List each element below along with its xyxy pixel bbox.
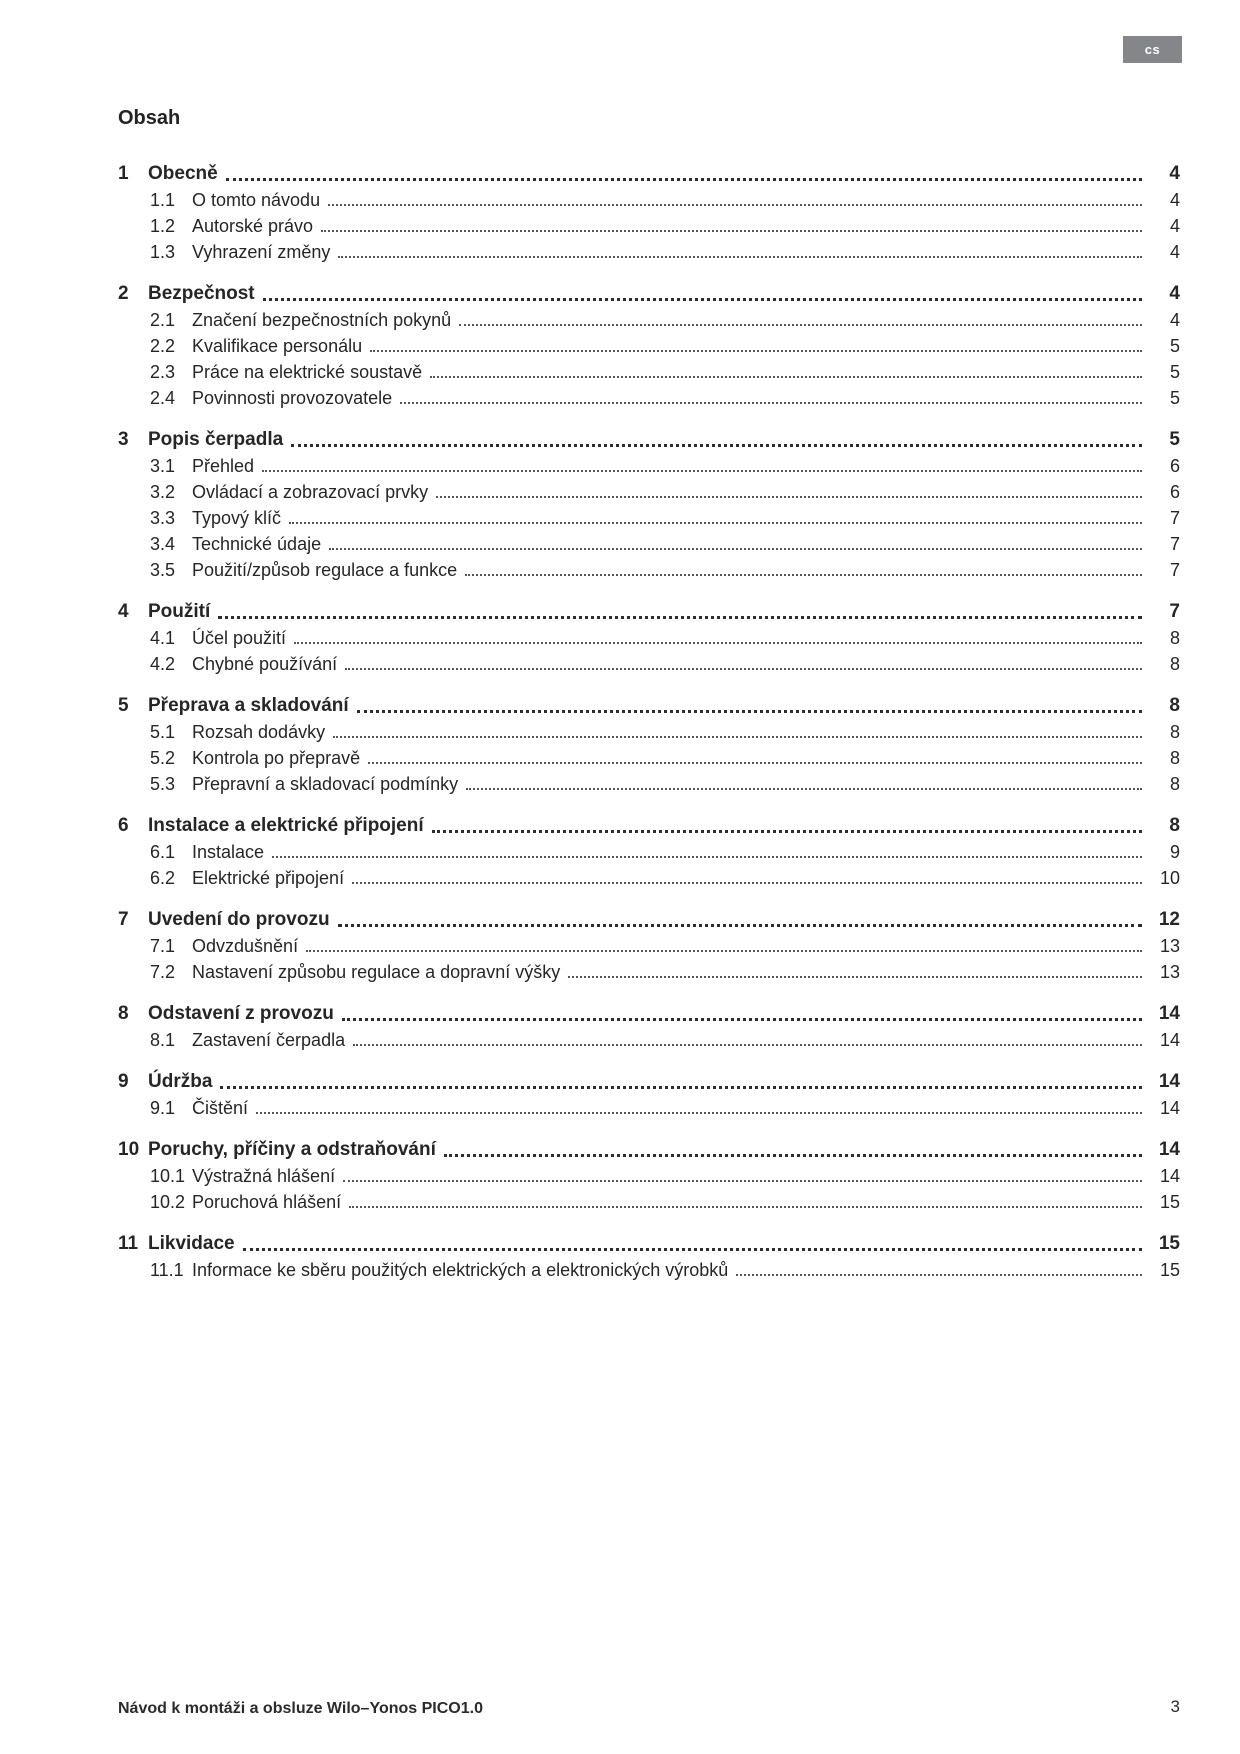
toc-section-row bbox=[118, 906, 1180, 932]
dotted-leader bbox=[400, 402, 1142, 404]
toc-entry-label: Použití bbox=[148, 601, 211, 622]
toc-subsection-row bbox=[118, 1256, 1180, 1282]
toc-entry-page: 7 bbox=[1169, 508, 1180, 528]
toc-entry-label: Povinnosti provozovatele bbox=[192, 388, 393, 408]
toc-entry-label: Použití/způsob regulace a funkce bbox=[192, 560, 458, 580]
toc-entry-page: 15 bbox=[1159, 1260, 1180, 1280]
toc-section-row bbox=[118, 426, 1180, 452]
dotted-leader bbox=[345, 668, 1142, 670]
dotted-leader bbox=[436, 496, 1142, 498]
dotted-leader bbox=[329, 548, 1142, 550]
toc-subsection-row bbox=[118, 306, 1180, 332]
toc-section-row bbox=[118, 1068, 1180, 1094]
page-title: Obsah bbox=[118, 107, 181, 129]
dotted-leader bbox=[226, 178, 1142, 181]
toc-group bbox=[118, 1000, 1180, 1052]
toc-section-row bbox=[118, 598, 1180, 624]
dotted-leader bbox=[328, 204, 1142, 206]
toc-entry-page: 6 bbox=[1169, 482, 1180, 502]
table-of-contents bbox=[118, 106, 1180, 1282]
dotted-leader bbox=[432, 830, 1142, 833]
dotted-leader bbox=[321, 230, 1142, 232]
toc-subsection-row bbox=[118, 186, 1180, 212]
toc-entry-page: 5 bbox=[1169, 336, 1180, 356]
dotted-leader bbox=[444, 1154, 1142, 1157]
language-badge-label: cs bbox=[1144, 42, 1161, 57]
toc-subsection-row bbox=[118, 718, 1180, 744]
toc-subsection-row bbox=[118, 932, 1180, 958]
toc-entry-label: Kontrola po přepravě bbox=[192, 748, 361, 768]
toc-entry-label: Údržba bbox=[148, 1071, 213, 1092]
toc-entry-label: Čištění bbox=[192, 1098, 249, 1118]
toc-entry-label: Typový klíč bbox=[192, 508, 282, 528]
toc-entry-number: 3.5 bbox=[150, 560, 176, 580]
dotted-leader bbox=[263, 298, 1142, 301]
toc-entry-page: 8 bbox=[1169, 748, 1180, 768]
toc-entry-label: Chybné používání bbox=[192, 654, 338, 674]
toc-entry-page: 4 bbox=[1169, 190, 1180, 210]
toc-section-row bbox=[118, 280, 1180, 306]
toc-entry-number: 4.1 bbox=[150, 628, 176, 648]
toc-entry-label: Přepravní a skladovací podmínky bbox=[192, 774, 459, 794]
toc-entry-number: 5.3 bbox=[150, 774, 176, 794]
toc-subsection-row bbox=[118, 838, 1180, 864]
dotted-leader bbox=[352, 882, 1142, 884]
toc-entry-label: Nastavení způsobu regulace a dopravní výšky bbox=[192, 962, 561, 982]
toc-entry-page: 14 bbox=[1159, 1030, 1180, 1050]
dotted-leader bbox=[430, 376, 1142, 378]
toc-entry-number: 7.1 bbox=[150, 936, 176, 956]
dotted-leader bbox=[370, 350, 1142, 352]
toc-entry-label: Práce na elektrické soustavě bbox=[192, 362, 423, 382]
toc-entry-page: 4 bbox=[1169, 310, 1180, 330]
toc-entry-page: 7 bbox=[1169, 601, 1180, 622]
dotted-leader bbox=[353, 1044, 1142, 1046]
toc-entry-page: 8 bbox=[1169, 695, 1180, 716]
toc-group bbox=[118, 426, 1180, 582]
toc-subsection-row bbox=[118, 530, 1180, 556]
dotted-leader bbox=[357, 710, 1142, 713]
toc-entry-number: 3.1 bbox=[150, 456, 176, 476]
toc-entry-page: 8 bbox=[1169, 628, 1180, 648]
toc-entry-label: Přehled bbox=[192, 456, 255, 476]
toc-entry-page: 14 bbox=[1158, 1071, 1180, 1092]
toc-entry-label: Bezpečnost bbox=[148, 283, 255, 304]
toc-entry-label: Elektrické připojení bbox=[192, 868, 345, 888]
toc-entry-number: 2 bbox=[118, 283, 129, 304]
toc-entry-page: 14 bbox=[1159, 1098, 1180, 1118]
toc-entry-label: Poruchy, příčiny a odstraňování bbox=[148, 1139, 436, 1160]
dotted-leader bbox=[291, 444, 1142, 447]
toc-entry-label: Účel použití bbox=[192, 628, 287, 648]
toc-entry-label: Poruchová hlášení bbox=[192, 1192, 342, 1212]
dotted-leader bbox=[349, 1206, 1142, 1208]
toc-entry-label: Odstavení z provozu bbox=[148, 1003, 334, 1024]
toc-entry-label: Obecně bbox=[148, 163, 218, 184]
toc-entry-page: 8 bbox=[1169, 815, 1180, 836]
dotted-leader bbox=[256, 1112, 1142, 1114]
toc-entry-number: 5.2 bbox=[150, 748, 176, 768]
toc-entry-number: 6.2 bbox=[150, 868, 176, 888]
toc-section-row bbox=[118, 1230, 1180, 1256]
toc-entry-label: Značení bezpečnostních pokynů bbox=[192, 310, 452, 330]
dotted-leader bbox=[368, 762, 1142, 764]
toc-entry-number: 11.1 bbox=[150, 1260, 184, 1280]
toc-entry-label: Autorské právo bbox=[192, 216, 314, 236]
language-badge bbox=[1123, 36, 1182, 63]
dotted-leader bbox=[465, 574, 1142, 576]
toc-subsection-row bbox=[118, 332, 1180, 358]
toc-entry-number: 6 bbox=[118, 815, 129, 836]
toc-entry-page: 15 bbox=[1158, 1233, 1180, 1254]
dotted-leader bbox=[243, 1248, 1142, 1251]
toc-entry-number: 1.2 bbox=[150, 216, 176, 236]
toc-entry-number: 9.1 bbox=[150, 1098, 176, 1118]
toc-entry-page: 5 bbox=[1169, 429, 1180, 450]
toc-entry-number: 2.2 bbox=[150, 336, 176, 356]
toc-entry-page: 14 bbox=[1158, 1003, 1180, 1024]
toc-entry-number: 6.1 bbox=[150, 842, 176, 862]
toc-entry-label: O tomto návodu bbox=[192, 190, 321, 210]
toc-subsection-row bbox=[118, 650, 1180, 676]
dotted-leader bbox=[306, 950, 1142, 952]
toc-entry-page: 4 bbox=[1169, 242, 1180, 262]
toc-entry-number: 1 bbox=[118, 163, 129, 184]
toc-entry-page: 4 bbox=[1169, 283, 1180, 304]
toc-entry-page: 7 bbox=[1169, 560, 1180, 580]
toc-entry-label: Likvidace bbox=[148, 1233, 235, 1254]
toc-subsection-row bbox=[118, 358, 1180, 384]
toc-entry-page: 14 bbox=[1159, 1166, 1180, 1186]
dotted-leader bbox=[343, 1180, 1142, 1182]
toc-entry-label: Výstražná hlášení bbox=[192, 1166, 336, 1186]
toc-entry-page: 9 bbox=[1169, 842, 1180, 862]
toc-entry-number: 1.3 bbox=[150, 242, 176, 262]
toc-subsection-row bbox=[118, 1026, 1180, 1052]
toc-subsection-row bbox=[118, 1162, 1180, 1188]
toc-entry-page: 4 bbox=[1169, 163, 1180, 184]
toc-subsection-row bbox=[118, 504, 1180, 530]
toc-entry-label: Instalace a elektrické připojení bbox=[148, 815, 424, 836]
toc-entry-page: 4 bbox=[1169, 216, 1180, 236]
toc-entry-number: 4 bbox=[118, 601, 129, 622]
dotted-leader bbox=[220, 1086, 1142, 1089]
toc-entry-page: 8 bbox=[1169, 654, 1180, 674]
toc-section-row bbox=[118, 1000, 1180, 1026]
toc-entry-label: Odvzdušnění bbox=[192, 936, 299, 956]
toc-entry-page: 6 bbox=[1169, 456, 1180, 476]
toc-subsection-row bbox=[118, 770, 1180, 796]
toc-subsection-row bbox=[118, 238, 1180, 264]
toc-subsection-row bbox=[118, 452, 1180, 478]
dotted-leader bbox=[294, 642, 1142, 644]
toc-entry-label: Vyhrazení změny bbox=[192, 242, 331, 262]
toc-subsection-row bbox=[118, 958, 1180, 984]
toc-section-row bbox=[118, 160, 1180, 186]
toc-entry-number: 7.2 bbox=[150, 962, 176, 982]
toc-entry-label: Informace ke sběru použitých elektrických a elektronických výrobků bbox=[192, 1260, 729, 1280]
toc-entry-page: 8 bbox=[1169, 722, 1180, 742]
dotted-leader bbox=[338, 256, 1142, 258]
dotted-leader bbox=[272, 856, 1142, 858]
toc-section-row bbox=[118, 1136, 1180, 1162]
dotted-leader bbox=[262, 470, 1142, 472]
toc-entry-number: 5 bbox=[118, 695, 129, 716]
toc-entry-page: 8 bbox=[1169, 774, 1180, 794]
toc-entry-page: 5 bbox=[1169, 388, 1180, 408]
toc-entry-label: Uvedení do provozu bbox=[148, 909, 330, 930]
toc-entry-number: 3 bbox=[118, 429, 129, 450]
toc-entry-label: Ovládací a zobrazovací prvky bbox=[192, 482, 429, 502]
toc-subsection-row bbox=[118, 478, 1180, 504]
dotted-leader bbox=[466, 788, 1142, 790]
toc-entry-label: Zastavení čerpadla bbox=[192, 1030, 346, 1050]
dotted-leader bbox=[218, 616, 1142, 619]
toc-entry-number: 9 bbox=[118, 1071, 129, 1092]
toc-subsection-row bbox=[118, 864, 1180, 890]
toc-subsection-row bbox=[118, 624, 1180, 650]
toc-entry-page: 14 bbox=[1158, 1139, 1180, 1160]
toc-entry-label: Přeprava a skladování bbox=[148, 695, 349, 716]
toc-entry-number: 8 bbox=[118, 1003, 129, 1024]
toc-entry-label: Kvalifikace personálu bbox=[192, 336, 363, 356]
toc-entry-number: 2.1 bbox=[150, 310, 176, 330]
dotted-leader bbox=[342, 1018, 1142, 1021]
toc-subsection-row bbox=[118, 212, 1180, 238]
toc-group bbox=[118, 160, 1180, 264]
dotted-leader bbox=[289, 522, 1142, 524]
toc-entry-number: 3.2 bbox=[150, 482, 176, 502]
toc-entry-number: 3.4 bbox=[150, 534, 176, 554]
toc-group bbox=[118, 598, 1180, 676]
toc-group bbox=[118, 906, 1180, 984]
toc-entry-number: 1.1 bbox=[150, 190, 176, 210]
dotted-leader bbox=[568, 976, 1142, 978]
dotted-leader bbox=[459, 324, 1142, 326]
toc-entry-label: Rozsah dodávky bbox=[192, 722, 326, 742]
toc-entry-number: 10.1 bbox=[150, 1166, 186, 1186]
toc-entry-page: 13 bbox=[1159, 962, 1180, 982]
toc-list bbox=[118, 160, 1180, 1282]
footer-document-title: Návod k montáži a obsluze Wilo–Yonos PICO1.0 bbox=[118, 1700, 483, 1717]
toc-entry-number: 8.1 bbox=[150, 1030, 176, 1050]
toc-entry-page: 10 bbox=[1159, 868, 1180, 888]
toc-entry-number: 2.3 bbox=[150, 362, 176, 382]
toc-entry-page: 5 bbox=[1169, 362, 1180, 382]
toc-group bbox=[118, 280, 1180, 410]
toc-entry-page: 12 bbox=[1158, 909, 1180, 930]
toc-entry-page: 15 bbox=[1159, 1192, 1180, 1212]
toc-entry-label: Instalace bbox=[192, 842, 265, 862]
toc-subsection-row bbox=[118, 1094, 1180, 1120]
toc-entry-number: 11 bbox=[118, 1233, 139, 1254]
toc-entry-label: Popis čerpadla bbox=[148, 429, 284, 450]
toc-subsection-row bbox=[118, 556, 1180, 582]
toc-group bbox=[118, 1230, 1180, 1282]
toc-group bbox=[118, 692, 1180, 796]
toc-group bbox=[118, 812, 1180, 890]
toc-entry-number: 10 bbox=[118, 1139, 140, 1160]
dotted-leader bbox=[338, 924, 1142, 927]
toc-group bbox=[118, 1136, 1180, 1214]
toc-entry-number: 7 bbox=[118, 909, 129, 930]
toc-section-row bbox=[118, 692, 1180, 718]
toc-subsection-row bbox=[118, 744, 1180, 770]
toc-entry-number: 5.1 bbox=[150, 722, 176, 742]
toc-subsection-row bbox=[118, 1188, 1180, 1214]
dotted-leader bbox=[736, 1274, 1142, 1276]
toc-entry-page: 7 bbox=[1169, 534, 1180, 554]
footer-page-number: 3 bbox=[1170, 1697, 1180, 1716]
toc-entry-number: 2.4 bbox=[150, 388, 176, 408]
toc-group bbox=[118, 1068, 1180, 1120]
toc-entry-number: 4.2 bbox=[150, 654, 176, 674]
toc-subsection-row bbox=[118, 384, 1180, 410]
toc-entry-number: 3.3 bbox=[150, 508, 176, 528]
toc-section-row bbox=[118, 812, 1180, 838]
toc-entry-label: Technické údaje bbox=[192, 534, 322, 554]
dotted-leader bbox=[333, 736, 1142, 738]
toc-entry-number: 10.2 bbox=[150, 1192, 186, 1212]
toc-entry-page: 13 bbox=[1159, 936, 1180, 956]
